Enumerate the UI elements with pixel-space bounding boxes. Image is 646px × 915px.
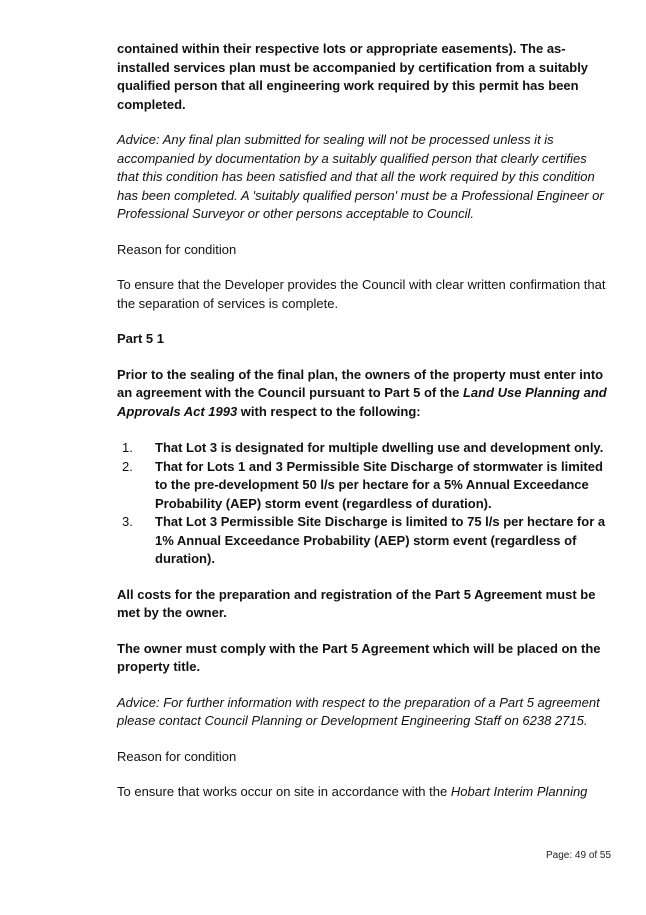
list-number: 2.: [122, 458, 133, 474]
act-title: Land Use Planning and Approvals Act 1993: [117, 385, 607, 419]
part-heading: Part 5 1: [117, 331, 164, 346]
document-page: [117, 40, 607, 802]
reason-text-2: [117, 783, 607, 802]
intro-after: with respect to the following:: [237, 403, 421, 419]
list-text: That for Lots 1 and 3 Permissible Site Discharge of stormwater is limited to the pre-development 50 l/s per hectare for a 5% Annual Exceedance Probability (AEP) storm event (regardless of duration).: [155, 458, 603, 511]
reason-text-1: To ensure that the Developer provides the Council with clear written confirmation that the separation of services is complete.: [117, 277, 606, 311]
part5-intro: [117, 366, 607, 422]
list-item: [117, 439, 607, 458]
page-number: Page: 49 of 55: [546, 850, 612, 861]
reason-heading-1: Reason for condition: [117, 241, 237, 257]
scheme-title: Hobart Interim Planning: [450, 784, 588, 799]
list-text: That Lot 3 Permissible Site Discharge is limited to 75 l/s per hectare for a 1% Annual Exceedance Probability (AEP) storm event (regardless of duration).: [155, 514, 606, 566]
comply-paragraph: The owner must comply with the Part 5 Agreement which will be placed on the property title.: [117, 640, 601, 674]
list-item: [117, 513, 607, 569]
reason-heading-2: Reason for condition: [117, 748, 237, 764]
conditions-list: [117, 439, 607, 569]
list-number: 1.: [122, 440, 133, 455]
reason2-before: To ensure that works occur on site in accordance with the: [117, 784, 451, 799]
advice-final-plan: Advice: Any final plan submitted for sealing will not be processed unless it is accompanied by documentation by a suitably qualified person that clearly certifies that this condition has been satisfied and that all the work required by this condition has been completed. A 'suitably qualified person' must be a Professional Engineer or Professional Surveyor or other persons acceptable to Council.: [117, 132, 604, 221]
list-text: That Lot 3 is designated for multiple dwelling use and development only.: [155, 440, 604, 455]
list-item: [117, 458, 607, 514]
advice-part5: Advice: For further information with respect to the preparation of a Part 5 agreement please contact Council Planning or Development Engineering Staff on 6238 2715.: [117, 694, 600, 728]
intro-before: Prior to the sealing of the final plan, the owners of the property must enter into an agreement with the Council pursuant to Part 5 of the: [117, 366, 604, 400]
services-plan-paragraph: contained within their respective lots or appropriate easements). The as-installed services plan must be accompanied by certification from a suitably qualified person that all engineering work required by this permit has been completed.: [117, 41, 589, 112]
costs-paragraph: All costs for the preparation and registration of the Part 5 Agreement must be met by the owner.: [117, 586, 596, 620]
list-number: 3.: [122, 514, 133, 529]
